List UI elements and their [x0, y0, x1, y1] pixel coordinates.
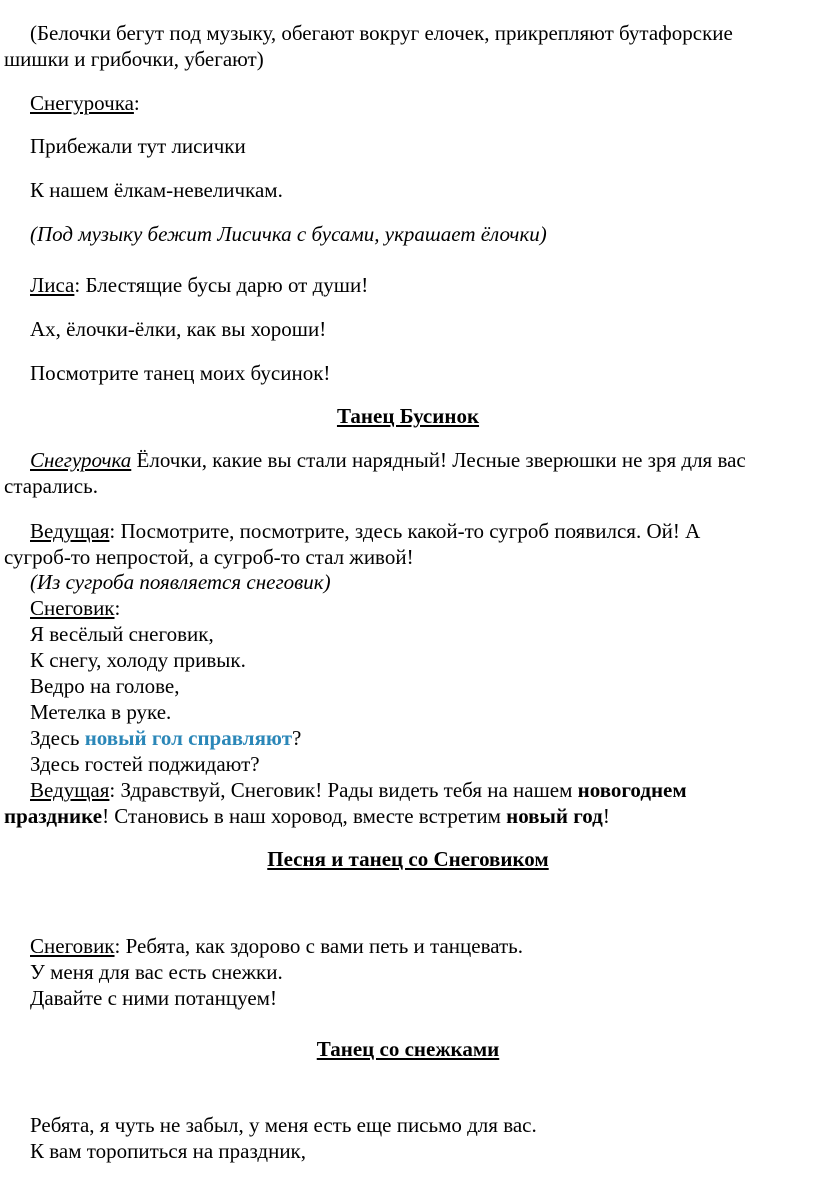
- verse-line: Ведро на голове,: [30, 674, 180, 698]
- stage-direction: (Из сугроба появляется снеговик): [30, 570, 331, 594]
- speaker-line: Снеговик: Ребята, как здорово с вами петь и танцевать.: [30, 934, 524, 958]
- highlighted-link[interactable]: новый гол справляют: [84, 726, 293, 750]
- speaker-name: Снеговик: [30, 934, 115, 958]
- speaker-name: Снегурочка: [30, 448, 132, 472]
- verse-line: Ах, ёлочки-ёлки, как вы хороши!: [30, 317, 327, 341]
- speaker-name: Лиса: [30, 273, 75, 297]
- speaker-line: Ведущая: Здравствуй, Снеговик! Рады видеть тебя на нашем новогоднем: [30, 778, 687, 802]
- speaker-name: Ведущая: [30, 778, 110, 802]
- stage-direction-squirrels-cont: шишки и грибочки, убегают): [4, 47, 264, 71]
- verse-line: У меня для вас есть снежки.: [30, 960, 283, 984]
- stage-direction-squirrels: (Белочки бегут под музыку, обегают вокруг елочек, прикрепляют бутафорские: [30, 21, 733, 45]
- verse-line: К снегу, холоду привык.: [30, 648, 246, 672]
- speaker-line-cont: сугроб-то непростой, а сугроб-то стал живой!: [4, 545, 414, 569]
- verse-line: Здесь новый гол справляют?: [30, 726, 302, 750]
- section-heading: Танец Бусинок: [336, 404, 480, 428]
- verse-line: Я весёлый снеговик,: [30, 622, 214, 646]
- speaker-line-cont: празднике! Становись в наш хоровод, вместе встретим новый год!: [4, 804, 610, 828]
- verse-line: Посмотрите танец моих бусинок!: [30, 361, 331, 385]
- section-heading: Танец со снежками: [316, 1037, 500, 1061]
- speaker-line: Лиса: Блестящие бусы дарю от души!: [30, 273, 369, 297]
- speaker-line: Снегурочка Ёлочки, какие вы стали нарядный! Лесные зверюшки не зря для вас: [30, 448, 746, 472]
- verse-line: К нашем ёлкам-невеличкам.: [30, 178, 283, 202]
- verse-line: Ребята, я чуть не забыл, у меня есть еще письмо для вас.: [30, 1113, 537, 1137]
- speaker-line: Снеговик:: [30, 596, 121, 620]
- speaker-line: Ведущая: Посмотрите, посмотрите, здесь какой-то сугроб появился. Ой! А: [30, 519, 701, 543]
- verse-line: Прибежали тут лисички: [30, 134, 246, 158]
- stage-direction: (Под музыку бежит Лисичка с бусами, украшает ёлочки): [30, 222, 547, 246]
- speaker-name: Ведущая: [30, 519, 110, 543]
- speaker-line-cont: старались.: [4, 474, 98, 498]
- section-heading: Песня и танец со Снеговиком: [267, 847, 549, 871]
- verse-line: Метелка в руке.: [30, 700, 172, 724]
- speaker-name: Снеговик: [30, 596, 115, 620]
- verse-line: Здесь гостей поджидают?: [30, 752, 260, 776]
- verse-line: Давайте с ними потанцуем!: [30, 986, 277, 1010]
- speaker-line: Снегурочка:: [30, 91, 140, 115]
- verse-line: К вам торопиться на праздник,: [30, 1139, 307, 1163]
- speaker-name: Снегурочка: [30, 91, 134, 115]
